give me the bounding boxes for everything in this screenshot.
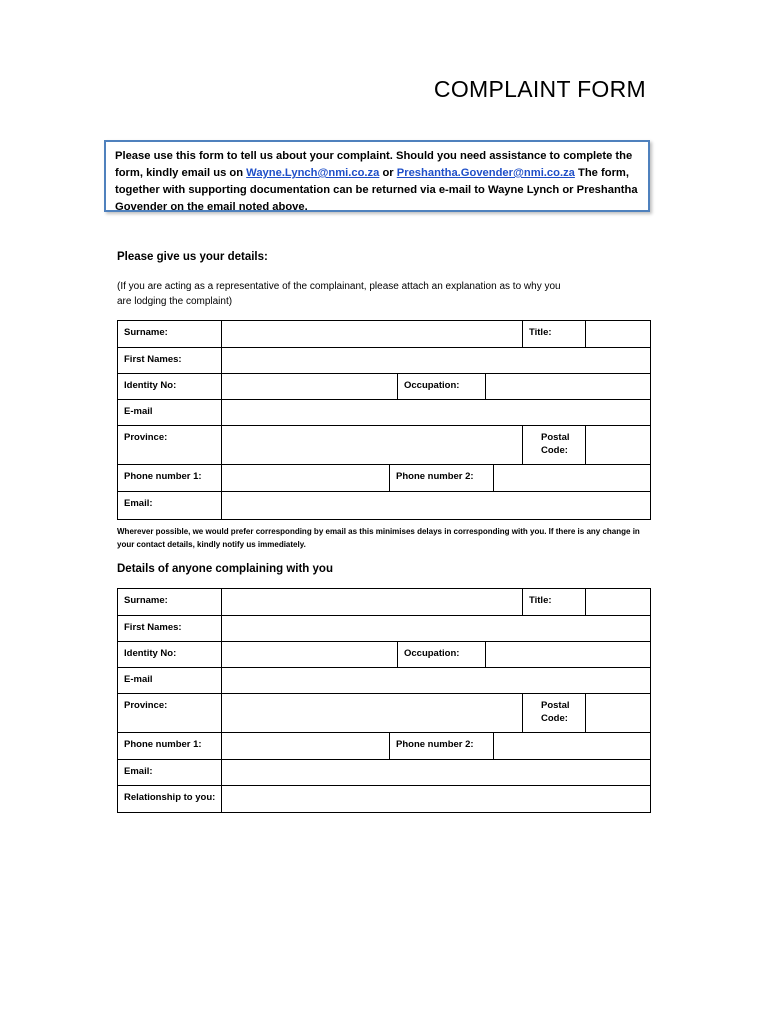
relationship-row: [118, 786, 650, 812]
surname-row: [118, 321, 650, 348]
postal-code-label-line-1: Postal: [541, 432, 570, 443]
first-names-label: First Names:: [124, 354, 182, 365]
relationship-label: Relationship to you:: [124, 792, 216, 803]
first-names-label: First Names:: [124, 622, 182, 633]
phone-1-input[interactable]: [221, 733, 389, 759]
province-row: [118, 694, 650, 733]
instructions-line-2: [115, 165, 648, 182]
postal-code-label: [522, 694, 585, 732]
e-mail-input[interactable]: [221, 668, 650, 693]
surname-input[interactable]: [221, 589, 522, 615]
occupation-label: Occupation:: [397, 374, 485, 399]
representative-note-line-1: (If you are acting as a representative of the complainant, please attach an explanation as to why you: [117, 281, 561, 292]
privacy-note: [117, 525, 657, 551]
email-link-wayne[interactable]: Wayne.Lynch@nmi.co.za: [246, 167, 380, 179]
email-row-1: [118, 668, 650, 694]
instructions-text: form, kindly email us on: [115, 167, 247, 179]
province-row: [118, 426, 650, 465]
postal-code-input[interactable]: [585, 426, 650, 464]
email-row-1: [118, 400, 650, 426]
phone-1-label: Phone number 1:: [124, 471, 202, 482]
occupation-input[interactable]: [485, 642, 650, 667]
instructions-line-4: Govender on the email noted above.: [115, 201, 308, 213]
surname-label: Surname:: [124, 595, 168, 606]
email-input[interactable]: [221, 760, 650, 785]
first-names-input[interactable]: [221, 348, 650, 373]
email-row-2: [118, 492, 650, 519]
phone-1-input[interactable]: [221, 465, 389, 491]
surname-label: Surname:: [124, 327, 168, 338]
privacy-note-line-1: Wherever possible, we would prefer corresponding by email as this minimises delays in corresponding with you. If there is any change in: [117, 527, 640, 536]
occupation-label: Occupation:: [397, 642, 485, 667]
email-row-2: [118, 760, 650, 786]
email-link-preshantha[interactable]: Preshantha.Govender@nmi.co.za: [396, 167, 575, 179]
postal-code-label-line-2: Code:: [541, 445, 568, 456]
e-mail-label: E-mail: [124, 674, 153, 685]
email-input[interactable]: [221, 492, 650, 519]
postal-code-label: [522, 426, 585, 464]
phone-2-input[interactable]: [493, 465, 650, 491]
privacy-note-line-2: your contact details, kindly notify us immediately.: [117, 540, 306, 549]
representative-note: [117, 279, 637, 309]
instructions-box: [104, 140, 650, 212]
title-label: Title:: [522, 321, 585, 347]
phone-2-label: Phone number 2:: [389, 733, 493, 759]
phone-row: [118, 733, 650, 760]
title-input[interactable]: [585, 321, 650, 347]
details-heading: Please give us your details:: [117, 251, 268, 263]
province-input[interactable]: [221, 426, 522, 464]
co-complainants-heading: Details of anyone complaining with you: [117, 563, 333, 575]
identity-no-input[interactable]: [221, 374, 397, 399]
instructions-line-1: Please use this form to tell us about your complaint. Should you need assistance to complete the: [115, 150, 633, 162]
instructions-text: The form,: [574, 167, 629, 179]
title-input[interactable]: [585, 589, 650, 615]
instructions-line-3: together with supporting documentation can be returned via e-mail to Wayne Lynch or Preshantha: [115, 184, 638, 196]
phone-2-input[interactable]: [493, 733, 650, 759]
postal-code-label-line-1: Postal: [541, 700, 570, 711]
relationship-input[interactable]: [221, 786, 650, 812]
postal-code-input[interactable]: [585, 694, 650, 732]
identity-row: [118, 642, 650, 668]
phone-row: [118, 465, 650, 492]
identity-no-input[interactable]: [221, 642, 397, 667]
email-label: Email:: [124, 766, 153, 777]
surname-row: [118, 589, 650, 616]
identity-no-label: Identity No:: [124, 380, 177, 391]
title-label: Title:: [522, 589, 585, 615]
first-names-row: [118, 616, 650, 642]
representative-note-line-2: are lodging the complaint): [117, 296, 233, 307]
email-label: Email:: [124, 498, 153, 509]
complainant-details-table: [117, 320, 651, 520]
identity-row: [118, 374, 650, 400]
co-complainant-details-table: [117, 588, 651, 813]
form-title: COMPLAINT FORM: [433, 76, 646, 102]
instructions-or: or: [379, 167, 397, 179]
phone-1-label: Phone number 1:: [124, 739, 202, 750]
phone-2-label: Phone number 2:: [389, 465, 493, 491]
first-names-row: [118, 348, 650, 374]
occupation-input[interactable]: [485, 374, 650, 399]
postal-code-label-line-2: Code:: [541, 713, 568, 724]
e-mail-input[interactable]: [221, 400, 650, 425]
identity-no-label: Identity No:: [124, 648, 177, 659]
surname-input[interactable]: [221, 321, 522, 347]
first-names-input[interactable]: [221, 616, 650, 641]
province-input[interactable]: [221, 694, 522, 732]
e-mail-label: E-mail: [124, 406, 153, 417]
province-label: Province:: [124, 432, 168, 443]
province-label: Province:: [124, 700, 168, 711]
